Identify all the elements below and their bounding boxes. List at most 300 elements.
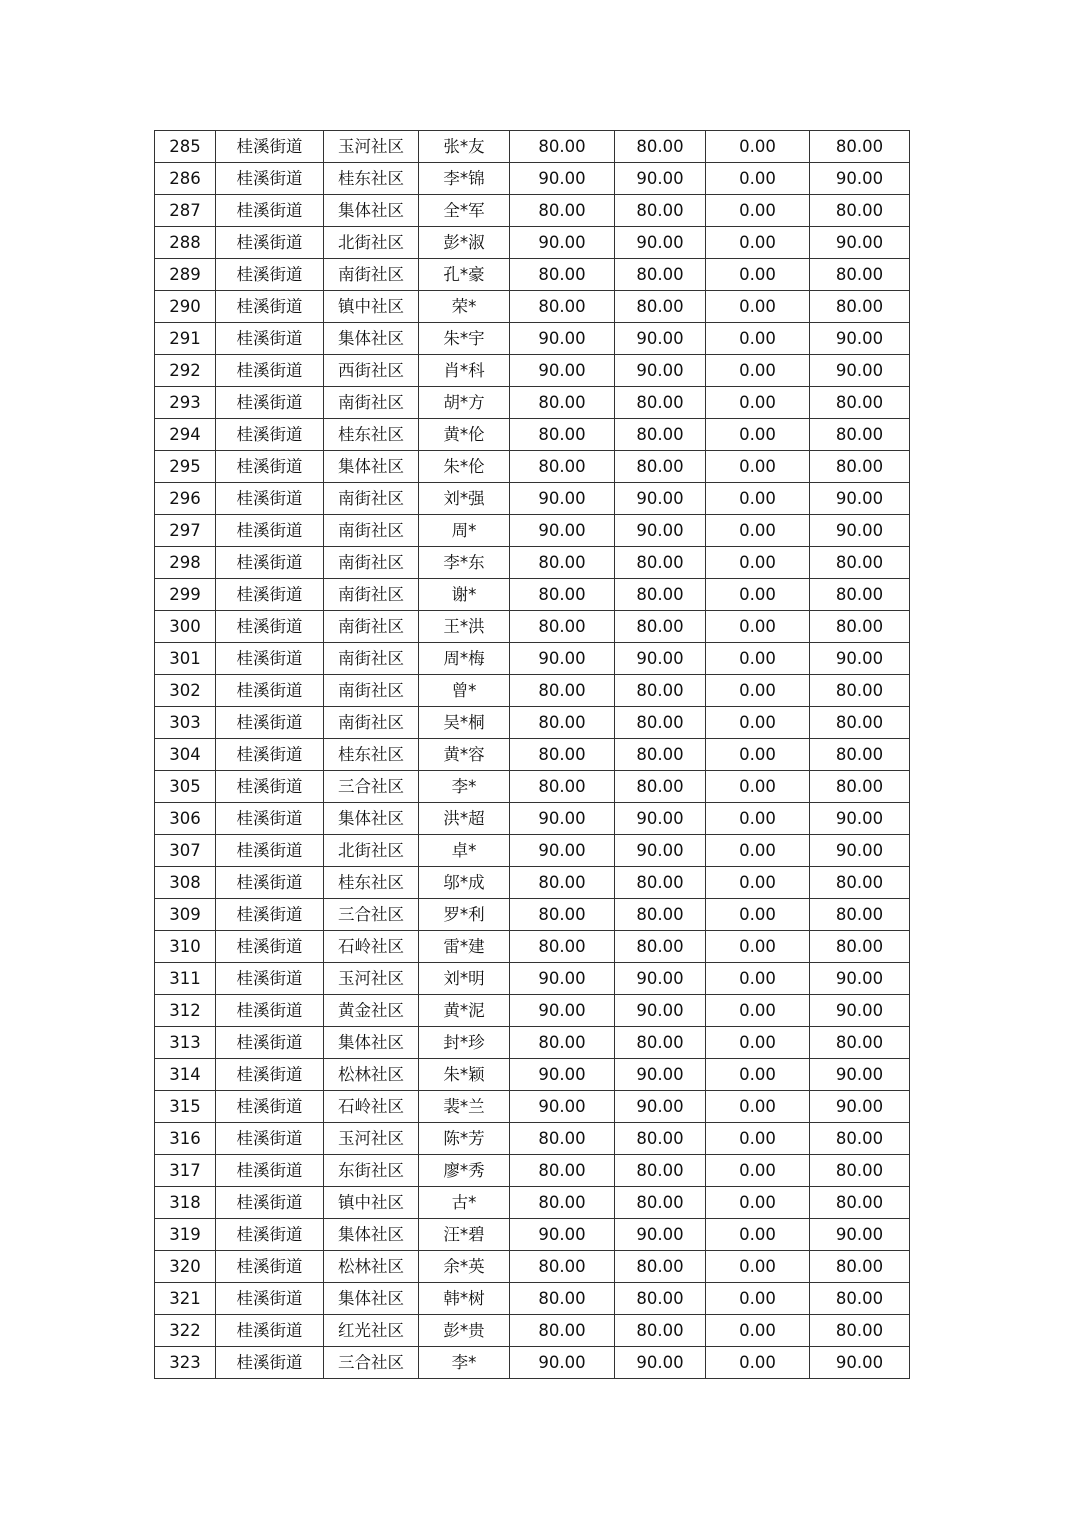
amount-cell-3: 0.00: [706, 803, 810, 835]
amount-cell-2: 80.00: [615, 291, 706, 323]
amount-cell-3: 0.00: [706, 1251, 810, 1283]
amount-cell-4: 90.00: [810, 163, 910, 195]
amount-cell-2: 80.00: [615, 195, 706, 227]
amount-cell-1: 90.00: [510, 323, 615, 355]
name-cell: 张*友: [419, 131, 510, 163]
table-row: [155, 483, 910, 515]
street-cell: 桂溪街道: [216, 931, 324, 963]
name-cell: 吴*桐: [419, 707, 510, 739]
seq-cell: 307: [155, 835, 216, 867]
amount-cell-2: 90.00: [615, 227, 706, 259]
amount-cell-1: 80.00: [510, 1155, 615, 1187]
amount-cell-1: 90.00: [510, 995, 615, 1027]
seq-cell: 293: [155, 387, 216, 419]
seq-cell: 288: [155, 227, 216, 259]
amount-cell-1: 80.00: [510, 1187, 615, 1219]
name-cell: 荣*: [419, 291, 510, 323]
name-cell: 周*梅: [419, 643, 510, 675]
community-cell: 石岭社区: [324, 1091, 419, 1123]
table-row: [155, 291, 910, 323]
table-row: [155, 611, 910, 643]
amount-cell-4: 80.00: [810, 1027, 910, 1059]
amount-cell-4: 80.00: [810, 547, 910, 579]
amount-cell-1: 80.00: [510, 419, 615, 451]
community-cell: 南街社区: [324, 515, 419, 547]
amount-cell-3: 0.00: [706, 1347, 810, 1379]
community-cell: 三合社区: [324, 899, 419, 931]
name-cell: 彭*淑: [419, 227, 510, 259]
seq-cell: 312: [155, 995, 216, 1027]
seq-cell: 318: [155, 1187, 216, 1219]
amount-cell-3: 0.00: [706, 131, 810, 163]
community-cell: 玉河社区: [324, 131, 419, 163]
name-cell: 刘*明: [419, 963, 510, 995]
name-cell: 孔*豪: [419, 259, 510, 291]
amount-cell-1: 80.00: [510, 451, 615, 483]
street-cell: 桂溪街道: [216, 739, 324, 771]
seq-cell: 303: [155, 707, 216, 739]
community-cell: 南街社区: [324, 643, 419, 675]
name-cell: 余*英: [419, 1251, 510, 1283]
amount-cell-4: 90.00: [810, 643, 910, 675]
street-cell: 桂溪街道: [216, 1251, 324, 1283]
amount-cell-3: 0.00: [706, 611, 810, 643]
community-cell: 南街社区: [324, 579, 419, 611]
seq-cell: 304: [155, 739, 216, 771]
amount-cell-3: 0.00: [706, 995, 810, 1027]
seq-cell: 311: [155, 963, 216, 995]
amount-cell-4: 90.00: [810, 1091, 910, 1123]
community-cell: 集体社区: [324, 451, 419, 483]
amount-cell-2: 90.00: [615, 515, 706, 547]
amount-cell-4: 80.00: [810, 451, 910, 483]
amount-cell-4: 90.00: [810, 323, 910, 355]
amount-cell-4: 80.00: [810, 739, 910, 771]
amount-cell-4: 90.00: [810, 483, 910, 515]
street-cell: 桂溪街道: [216, 1187, 324, 1219]
name-cell: 全*军: [419, 195, 510, 227]
street-cell: 桂溪街道: [216, 643, 324, 675]
community-cell: 集体社区: [324, 195, 419, 227]
amount-cell-3: 0.00: [706, 1155, 810, 1187]
street-cell: 桂溪街道: [216, 227, 324, 259]
name-cell: 彭*贵: [419, 1315, 510, 1347]
amount-cell-2: 90.00: [615, 995, 706, 1027]
street-cell: 桂溪街道: [216, 1347, 324, 1379]
amount-cell-2: 80.00: [615, 707, 706, 739]
name-cell: 古*: [419, 1187, 510, 1219]
amount-cell-4: 80.00: [810, 1283, 910, 1315]
amount-cell-2: 90.00: [615, 963, 706, 995]
amount-cell-1: 90.00: [510, 483, 615, 515]
street-cell: 桂溪街道: [216, 1155, 324, 1187]
street-cell: 桂溪街道: [216, 355, 324, 387]
amount-cell-2: 80.00: [615, 419, 706, 451]
amount-cell-1: 80.00: [510, 291, 615, 323]
street-cell: 桂溪街道: [216, 771, 324, 803]
amount-cell-2: 80.00: [615, 547, 706, 579]
amount-cell-1: 80.00: [510, 195, 615, 227]
table-row: [155, 547, 910, 579]
community-cell: 南街社区: [324, 707, 419, 739]
table-row: [155, 771, 910, 803]
amount-cell-1: 90.00: [510, 1219, 615, 1251]
amount-cell-2: 90.00: [615, 483, 706, 515]
amount-cell-4: 80.00: [810, 1187, 910, 1219]
community-cell: 北街社区: [324, 835, 419, 867]
seq-cell: 308: [155, 867, 216, 899]
street-cell: 桂溪街道: [216, 547, 324, 579]
amount-cell-3: 0.00: [706, 707, 810, 739]
seq-cell: 322: [155, 1315, 216, 1347]
name-cell: 胡*方: [419, 387, 510, 419]
amount-cell-1: 80.00: [510, 675, 615, 707]
street-cell: 桂溪街道: [216, 483, 324, 515]
community-cell: 桂东社区: [324, 419, 419, 451]
community-cell: 桂东社区: [324, 739, 419, 771]
amount-cell-4: 90.00: [810, 803, 910, 835]
amount-cell-1: 90.00: [510, 643, 615, 675]
street-cell: 桂溪街道: [216, 515, 324, 547]
amount-cell-3: 0.00: [706, 227, 810, 259]
name-cell: 李*: [419, 771, 510, 803]
table-row: [155, 899, 910, 931]
amount-cell-2: 80.00: [615, 387, 706, 419]
name-cell: 汪*碧: [419, 1219, 510, 1251]
seq-cell: 290: [155, 291, 216, 323]
name-cell: 廖*秀: [419, 1155, 510, 1187]
amount-cell-1: 80.00: [510, 579, 615, 611]
seq-cell: 323: [155, 1347, 216, 1379]
seq-cell: 315: [155, 1091, 216, 1123]
table-row: [155, 867, 910, 899]
amount-cell-1: 90.00: [510, 355, 615, 387]
table-row: [155, 1315, 910, 1347]
name-cell: 裴*兰: [419, 1091, 510, 1123]
community-cell: 桂东社区: [324, 867, 419, 899]
seq-cell: 309: [155, 899, 216, 931]
community-cell: 南街社区: [324, 483, 419, 515]
amount-cell-4: 80.00: [810, 931, 910, 963]
amount-cell-1: 90.00: [510, 963, 615, 995]
amount-cell-1: 90.00: [510, 515, 615, 547]
street-cell: 桂溪街道: [216, 707, 324, 739]
amount-cell-1: 80.00: [510, 867, 615, 899]
amount-cell-3: 0.00: [706, 163, 810, 195]
amount-cell-2: 80.00: [615, 259, 706, 291]
street-cell: 桂溪街道: [216, 867, 324, 899]
name-cell: 陈*芳: [419, 1123, 510, 1155]
amount-cell-3: 0.00: [706, 1059, 810, 1091]
table-row: [155, 1251, 910, 1283]
table-row: [155, 195, 910, 227]
amount-cell-4: 90.00: [810, 1219, 910, 1251]
amount-cell-2: 90.00: [615, 1347, 706, 1379]
amount-cell-4: 80.00: [810, 899, 910, 931]
name-cell: 朱*宇: [419, 323, 510, 355]
seq-cell: 298: [155, 547, 216, 579]
amount-cell-1: 80.00: [510, 1123, 615, 1155]
name-cell: 肖*科: [419, 355, 510, 387]
amount-cell-4: 80.00: [810, 867, 910, 899]
amount-cell-1: 80.00: [510, 707, 615, 739]
community-cell: 东街社区: [324, 1155, 419, 1187]
amount-cell-1: 80.00: [510, 1027, 615, 1059]
amount-cell-3: 0.00: [706, 835, 810, 867]
table-row: [155, 131, 910, 163]
community-cell: 西街社区: [324, 355, 419, 387]
amount-cell-4: 80.00: [810, 291, 910, 323]
table-row: [155, 1027, 910, 1059]
amount-cell-1: 90.00: [510, 1059, 615, 1091]
community-cell: 集体社区: [324, 1219, 419, 1251]
name-cell: 谢*: [419, 579, 510, 611]
street-cell: 桂溪街道: [216, 259, 324, 291]
seq-cell: 320: [155, 1251, 216, 1283]
community-cell: 玉河社区: [324, 1123, 419, 1155]
amount-cell-2: 80.00: [615, 1155, 706, 1187]
table-row: [155, 707, 910, 739]
street-cell: 桂溪街道: [216, 131, 324, 163]
seq-cell: 305: [155, 771, 216, 803]
amount-cell-4: 80.00: [810, 1251, 910, 1283]
community-cell: 南街社区: [324, 675, 419, 707]
community-cell: 红光社区: [324, 1315, 419, 1347]
table-row: [155, 1219, 910, 1251]
amount-cell-4: 80.00: [810, 131, 910, 163]
street-cell: 桂溪街道: [216, 995, 324, 1027]
seq-cell: 310: [155, 931, 216, 963]
table-row: [155, 995, 910, 1027]
community-cell: 三合社区: [324, 771, 419, 803]
amount-cell-3: 0.00: [706, 771, 810, 803]
table-row: [155, 259, 910, 291]
amount-cell-2: 80.00: [615, 1315, 706, 1347]
seq-cell: 292: [155, 355, 216, 387]
seq-cell: 295: [155, 451, 216, 483]
amount-cell-1: 80.00: [510, 739, 615, 771]
name-cell: 曾*: [419, 675, 510, 707]
table-row: [155, 931, 910, 963]
amount-cell-3: 0.00: [706, 899, 810, 931]
street-cell: 桂溪街道: [216, 675, 324, 707]
community-cell: 南街社区: [324, 259, 419, 291]
amount-cell-1: 80.00: [510, 1251, 615, 1283]
name-cell: 王*洪: [419, 611, 510, 643]
name-cell: 李*: [419, 1347, 510, 1379]
amount-cell-3: 0.00: [706, 291, 810, 323]
community-cell: 南街社区: [324, 611, 419, 643]
amount-cell-2: 80.00: [615, 771, 706, 803]
street-cell: 桂溪街道: [216, 451, 324, 483]
amount-cell-4: 80.00: [810, 579, 910, 611]
street-cell: 桂溪街道: [216, 195, 324, 227]
amount-cell-3: 0.00: [706, 643, 810, 675]
seq-cell: 317: [155, 1155, 216, 1187]
seq-cell: 296: [155, 483, 216, 515]
amount-cell-3: 0.00: [706, 387, 810, 419]
seq-cell: 289: [155, 259, 216, 291]
community-cell: 松林社区: [324, 1251, 419, 1283]
amount-cell-3: 0.00: [706, 675, 810, 707]
table-body: [155, 131, 910, 1379]
amount-cell-1: 90.00: [510, 1091, 615, 1123]
community-cell: 镇中社区: [324, 1187, 419, 1219]
amount-cell-2: 80.00: [615, 1187, 706, 1219]
community-cell: 石岭社区: [324, 931, 419, 963]
table-row: [155, 675, 910, 707]
data-table: [154, 130, 910, 1379]
street-cell: 桂溪街道: [216, 419, 324, 451]
amount-cell-3: 0.00: [706, 323, 810, 355]
amount-cell-2: 90.00: [615, 803, 706, 835]
amount-cell-4: 90.00: [810, 355, 910, 387]
amount-cell-1: 90.00: [510, 227, 615, 259]
amount-cell-3: 0.00: [706, 931, 810, 963]
amount-cell-2: 80.00: [615, 1027, 706, 1059]
amount-cell-2: 90.00: [615, 643, 706, 675]
street-cell: 桂溪街道: [216, 803, 324, 835]
name-cell: 朱*伦: [419, 451, 510, 483]
amount-cell-2: 80.00: [615, 1251, 706, 1283]
street-cell: 桂溪街道: [216, 1027, 324, 1059]
amount-cell-3: 0.00: [706, 739, 810, 771]
seq-cell: 313: [155, 1027, 216, 1059]
amount-cell-1: 80.00: [510, 547, 615, 579]
amount-cell-2: 80.00: [615, 451, 706, 483]
seq-cell: 299: [155, 579, 216, 611]
amount-cell-2: 80.00: [615, 1283, 706, 1315]
amount-cell-1: 80.00: [510, 899, 615, 931]
table-row: [155, 835, 910, 867]
table-row: [155, 163, 910, 195]
street-cell: 桂溪街道: [216, 963, 324, 995]
amount-cell-2: 80.00: [615, 931, 706, 963]
amount-cell-3: 0.00: [706, 419, 810, 451]
community-cell: 玉河社区: [324, 963, 419, 995]
seq-cell: 302: [155, 675, 216, 707]
amount-cell-3: 0.00: [706, 355, 810, 387]
seq-cell: 314: [155, 1059, 216, 1091]
amount-cell-1: 80.00: [510, 1283, 615, 1315]
community-cell: 黄金社区: [324, 995, 419, 1027]
seq-cell: 321: [155, 1283, 216, 1315]
table-row: [155, 963, 910, 995]
amount-cell-2: 80.00: [615, 131, 706, 163]
amount-cell-3: 0.00: [706, 259, 810, 291]
table-row: [155, 643, 910, 675]
name-cell: 罗*利: [419, 899, 510, 931]
table-row: [155, 323, 910, 355]
street-cell: 桂溪街道: [216, 163, 324, 195]
seq-cell: 301: [155, 643, 216, 675]
community-cell: 北街社区: [324, 227, 419, 259]
amount-cell-3: 0.00: [706, 1219, 810, 1251]
street-cell: 桂溪街道: [216, 291, 324, 323]
name-cell: 李*锦: [419, 163, 510, 195]
amount-cell-4: 80.00: [810, 1155, 910, 1187]
street-cell: 桂溪街道: [216, 1059, 324, 1091]
seq-cell: 287: [155, 195, 216, 227]
street-cell: 桂溪街道: [216, 323, 324, 355]
name-cell: 卓*: [419, 835, 510, 867]
community-cell: 桂东社区: [324, 163, 419, 195]
amount-cell-2: 90.00: [615, 355, 706, 387]
amount-cell-2: 80.00: [615, 739, 706, 771]
amount-cell-2: 90.00: [615, 1091, 706, 1123]
amount-cell-4: 80.00: [810, 611, 910, 643]
amount-cell-3: 0.00: [706, 195, 810, 227]
table-row: [155, 579, 910, 611]
amount-cell-2: 90.00: [615, 323, 706, 355]
street-cell: 桂溪街道: [216, 1091, 324, 1123]
amount-cell-3: 0.00: [706, 1123, 810, 1155]
amount-cell-3: 0.00: [706, 1315, 810, 1347]
seq-cell: 316: [155, 1123, 216, 1155]
street-cell: 桂溪街道: [216, 579, 324, 611]
community-cell: 集体社区: [324, 323, 419, 355]
amount-cell-1: 90.00: [510, 163, 615, 195]
amount-cell-4: 80.00: [810, 1315, 910, 1347]
amount-cell-3: 0.00: [706, 547, 810, 579]
amount-cell-1: 80.00: [510, 1315, 615, 1347]
seq-cell: 297: [155, 515, 216, 547]
name-cell: 韩*树: [419, 1283, 510, 1315]
amount-cell-4: 80.00: [810, 675, 910, 707]
amount-cell-4: 90.00: [810, 995, 910, 1027]
community-cell: 南街社区: [324, 387, 419, 419]
community-cell: 集体社区: [324, 1283, 419, 1315]
table-row: [155, 387, 910, 419]
amount-cell-2: 80.00: [615, 867, 706, 899]
table-row: [155, 355, 910, 387]
amount-cell-3: 0.00: [706, 867, 810, 899]
community-cell: 镇中社区: [324, 291, 419, 323]
community-cell: 集体社区: [324, 803, 419, 835]
table-row: [155, 227, 910, 259]
amount-cell-2: 90.00: [615, 1219, 706, 1251]
amount-cell-4: 90.00: [810, 835, 910, 867]
amount-cell-2: 80.00: [615, 579, 706, 611]
amount-cell-2: 80.00: [615, 611, 706, 643]
table-row: [155, 451, 910, 483]
street-cell: 桂溪街道: [216, 1283, 324, 1315]
amount-cell-1: 90.00: [510, 1347, 615, 1379]
amount-cell-1: 80.00: [510, 611, 615, 643]
name-cell: 黄*伦: [419, 419, 510, 451]
table-row: [155, 1187, 910, 1219]
amount-cell-1: 90.00: [510, 803, 615, 835]
name-cell: 邬*成: [419, 867, 510, 899]
amount-cell-2: 80.00: [615, 675, 706, 707]
amount-cell-4: 90.00: [810, 1347, 910, 1379]
amount-cell-2: 90.00: [615, 835, 706, 867]
table-row: [155, 803, 910, 835]
amount-cell-4: 90.00: [810, 963, 910, 995]
street-cell: 桂溪街道: [216, 387, 324, 419]
amount-cell-4: 80.00: [810, 419, 910, 451]
amount-cell-4: 80.00: [810, 1123, 910, 1155]
amount-cell-1: 90.00: [510, 835, 615, 867]
community-cell: 松林社区: [324, 1059, 419, 1091]
amount-cell-4: 80.00: [810, 771, 910, 803]
seq-cell: 300: [155, 611, 216, 643]
amount-cell-3: 0.00: [706, 515, 810, 547]
amount-cell-1: 80.00: [510, 931, 615, 963]
table-row: [155, 419, 910, 451]
street-cell: 桂溪街道: [216, 1123, 324, 1155]
amount-cell-3: 0.00: [706, 483, 810, 515]
